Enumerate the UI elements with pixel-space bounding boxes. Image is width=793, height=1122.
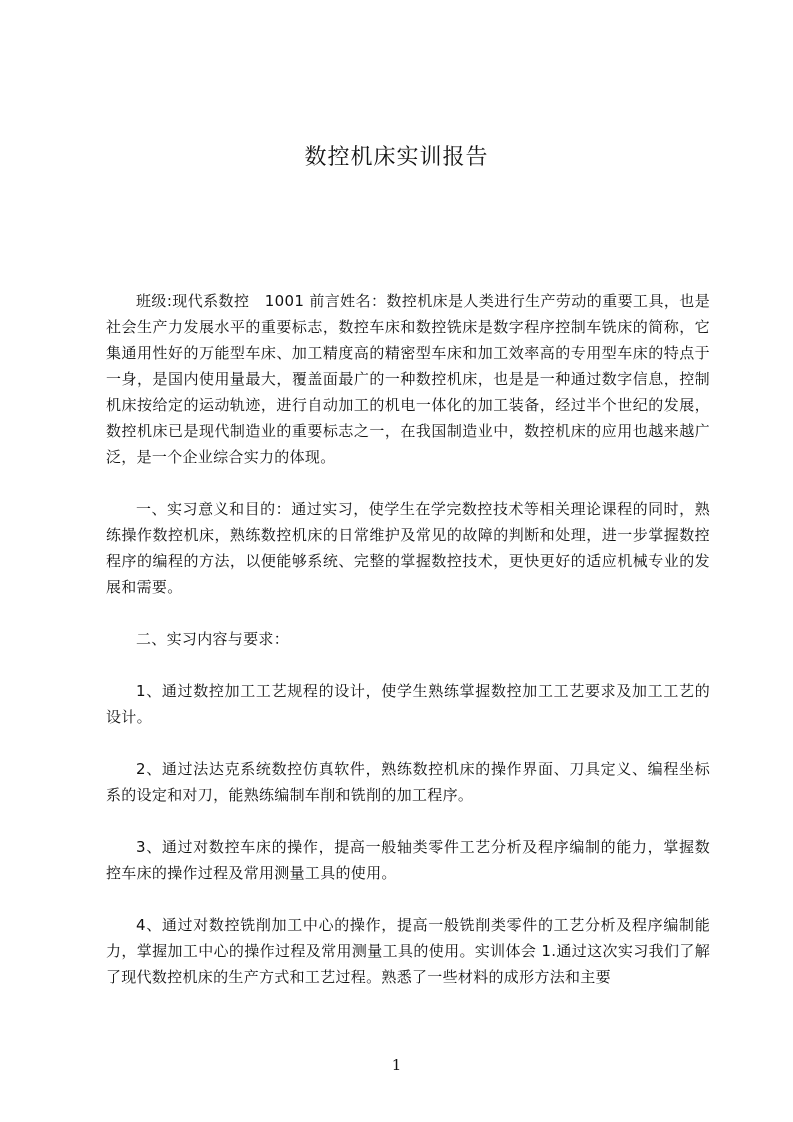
paragraph-item-2: 2、通过法达克系统数控仿真软件，熟练数控机床的操作界面、刀具定义、编程坐标系的设定和对刀，能熟练编制车削和铣削的加工程序。 bbox=[106, 760, 710, 804]
document-title: 数控机床实训报告 bbox=[304, 145, 489, 170]
paragraph-item-1: 1、通过数控加工工艺规程的设计，使学生熟练掌握数控加工工艺要求及加工工艺的设计。 bbox=[106, 682, 710, 726]
paragraph-content-heading: 二、实习内容与要求： bbox=[136, 630, 290, 648]
paragraph-item-3: 3、通过对数控车床的操作，提高一般轴类零件工艺分析及程序编制的能力，掌握数控车床的操作过程及常用测量工具的使用。 bbox=[106, 838, 710, 882]
paragraph-intro: 班级:现代系数控 1001 前言姓名：数控机床是人类进行生产劳动的重要工具，也是社会生产力发展水平的重要标志，数控车床和数控铣床是数字程序控制车铣床的简称，它集通用性好的万能型车床、加工精度高的精密型车床和加工效率高的专用型车床的特点于一身，是国内使用量最大，覆盖面最广的一种数控机床，也是是一种通过数字信息，控制机床按给定的运动轨迹，进行自动加工的机电一体化的加工装备，经过半个世纪的发展，数控机床已是现代制造业的重要标志之一，在我国制造业中，数控机床的应用也越来越广泛，是一个企业综合实力的体现。 bbox=[106, 292, 710, 466]
paragraph-purpose: 一、实习意义和目的：通过实习，使学生在学完数控技术等相关理论课程的同时，熟练操作数控机床，熟练数控机床的日常维护及常见的故障的判断和处理，进一步掌握数控程序的编程的方法，以便能够系统、完整的掌握数控技术，更快更好的适应机械专业的发展和需要。 bbox=[106, 500, 710, 596]
paragraph-item-4: 4、通过对数控铣削加工中心的操作，提高一般铣削类零件的工艺分析及程序编制能力，掌握加工中心的操作过程及常用测量工具的使用。实训体会 1.通过这次实习我们了解了现代数控机床的生产方式和工艺过程。熟悉了一些材料的成形方法和主要 bbox=[106, 916, 710, 986]
page-number: 1 bbox=[391, 1056, 402, 1074]
document-body bbox=[106, 288, 710, 1016]
